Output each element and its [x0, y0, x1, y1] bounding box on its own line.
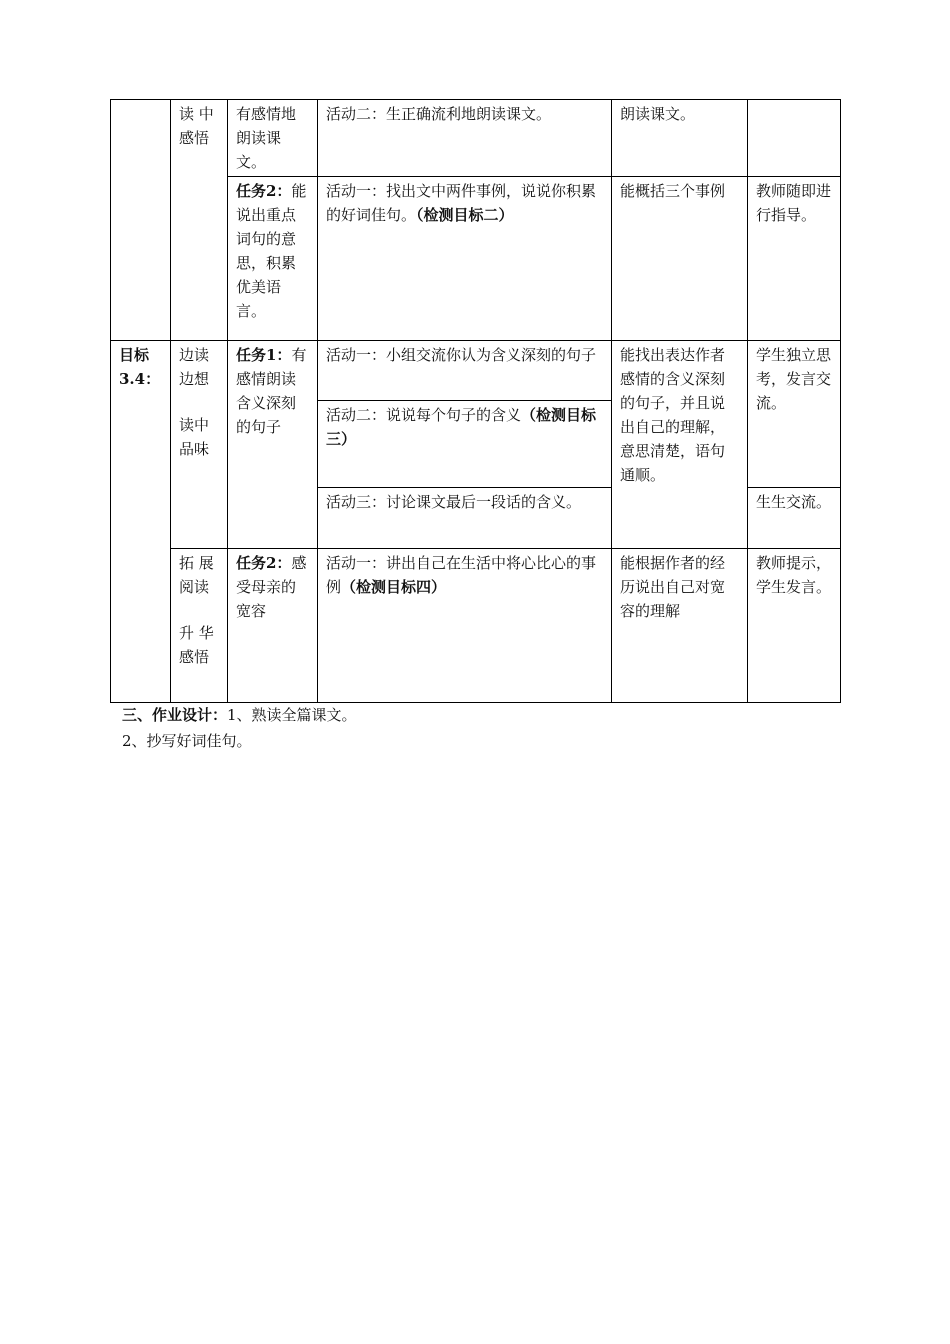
stage-cell: 读 中 感悟	[171, 100, 228, 341]
stage-label: 边读 边想	[179, 346, 210, 388]
activity-target: （检测目标四）	[341, 578, 447, 596]
task-label: 任务1：	[236, 346, 292, 364]
task-cell	[228, 549, 318, 703]
task-cell	[228, 177, 318, 341]
activity-target: （检测目标三）	[326, 406, 597, 448]
stage-cell	[171, 549, 228, 703]
activity-cell	[318, 549, 612, 703]
method-cell: 学生独立思考，发言交流。	[748, 341, 841, 488]
activity-cell: 活动一：小组交流你认为含义深刻的句子	[318, 341, 612, 401]
homework-item: 2、抄写好词佳句。	[122, 732, 252, 750]
activity-cell: 活动三：讨论课文最后一段话的含义。	[318, 488, 612, 549]
assessment-cell: 能根据作者的经历说出自己对宽容的理解	[612, 549, 748, 703]
task-label: 任务2：	[236, 182, 292, 200]
assessment-cell: 朗读课文。	[612, 100, 748, 177]
table-row	[111, 100, 841, 177]
stage-label: 拓 展 阅读	[179, 554, 214, 596]
task-text: 感受母亲的宽容	[236, 554, 307, 620]
assessment-cell: 能概括三个事例	[612, 177, 748, 341]
goal-label-cell: 目标3.4：	[111, 341, 171, 703]
activity-text: 活动二：说说每个句子的含义	[326, 406, 522, 424]
activity-target: （检测目标二）	[416, 206, 514, 224]
activity-text: 活动一：找出文中两件事例，说说你积累的好词佳句。	[326, 182, 597, 224]
task-text: 能说出重点词句的意思，积累优美语言。	[236, 182, 307, 320]
table-row	[111, 549, 841, 703]
goal-cell-empty	[111, 100, 171, 341]
stage-label: 升 华 感悟	[179, 624, 214, 666]
method-cell: 教师随即进行指导。	[748, 177, 841, 341]
activity-cell	[318, 401, 612, 488]
stage-label: 读中 品味	[179, 416, 210, 458]
homework-heading: 三、作业设计：	[122, 706, 228, 724]
activity-text: 活动一：讲出自己在生活中将心比心的事例	[326, 554, 597, 596]
task-cell: 有感情地朗读课文。	[228, 100, 318, 177]
homework-item: 1、熟读全篇课文。	[227, 706, 357, 724]
method-cell: 教师提示，学生发言。	[748, 549, 841, 703]
table-row	[111, 341, 841, 401]
task-label: 任务2：	[236, 554, 292, 572]
task-cell	[228, 341, 318, 549]
activity-cell	[318, 177, 612, 341]
stage-cell	[171, 341, 228, 549]
method-cell	[748, 100, 841, 177]
assessment-cell: 能找出表达作者感情的含义深刻的句子，并且说出自己的理解，意思清楚，语句通顺。	[612, 341, 748, 549]
method-cell: 生生交流。	[748, 488, 841, 549]
task-text: 有感情朗读含义深刻的句子	[236, 346, 307, 436]
activity-cell: 活动二：生正确流利地朗读课文。	[318, 100, 612, 177]
homework-line	[122, 704, 357, 726]
lesson-plan-table	[110, 99, 841, 703]
